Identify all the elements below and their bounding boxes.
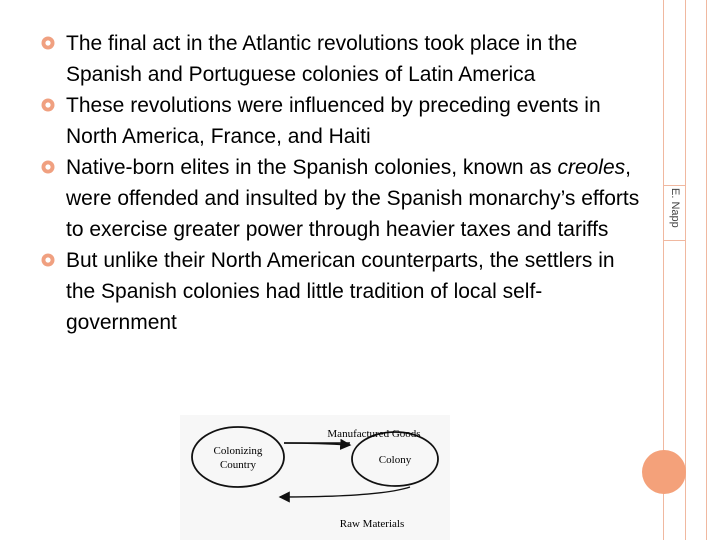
bullet-item — [40, 28, 640, 90]
accent-circle — [642, 450, 686, 494]
trade-diagram — [180, 415, 450, 540]
bullet-text: The final act in the Atlantic revolutions took place in the Spanish and Portuguese colonies of Latin America — [66, 32, 578, 86]
side-rule — [685, 0, 686, 540]
bullet-text: These revolutions were influenced by preceding events in North America, France, and Haiti — [66, 94, 601, 148]
top-arrow-label: Manufactured Goods — [327, 428, 421, 440]
side-rule — [706, 0, 707, 540]
gear-bullet-icon — [40, 252, 56, 268]
right-node-label: Colony — [378, 454, 412, 466]
bullet-item — [40, 90, 640, 152]
bullet-text-before: Native-born elites in the Spanish colonies, known as — [66, 156, 558, 179]
left-node-label-line2: Country — [219, 459, 257, 471]
bullet-list — [40, 28, 640, 338]
gear-bullet-icon — [40, 97, 56, 113]
credit-divider — [663, 185, 686, 186]
credit-divider — [663, 240, 686, 241]
gear-bullet-icon — [40, 159, 56, 175]
bullet-item — [40, 152, 640, 245]
bullet-text-after: , were offended and insulted by the Spanish monarchy’s efforts to exercise greater power through heavier taxes and tariffs — [66, 156, 640, 241]
bottom-arrow-label: Raw Materials — [339, 518, 405, 530]
bullet-text-italic: creoles — [557, 156, 626, 179]
author-credit: E. Napp — [669, 188, 681, 228]
gear-bullet-icon — [40, 35, 56, 51]
bullet-item — [40, 245, 640, 338]
left-node-label-line1: Colonizing — [213, 445, 263, 457]
bullet-text: But unlike their North American counterparts, the settlers in the Spanish colonies had little tradition of local self-government — [66, 249, 615, 334]
